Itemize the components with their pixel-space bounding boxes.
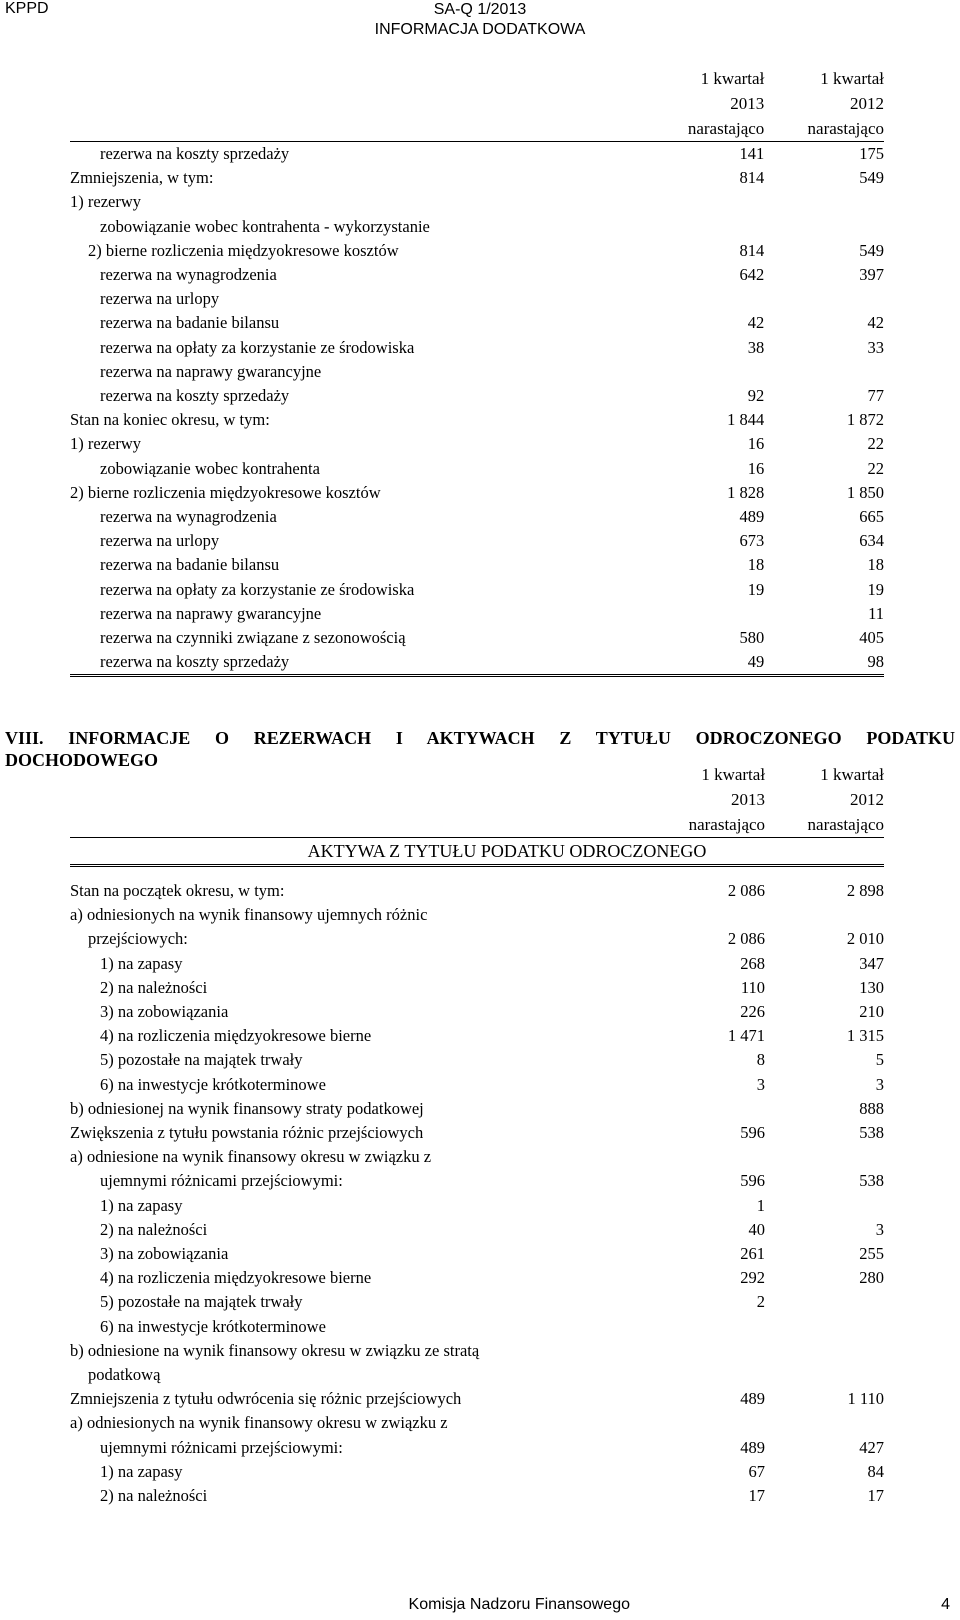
value-2013: 1 828 (727, 482, 765, 502)
value-2013 (659, 1339, 765, 1363)
column-header-line: 1 kwartał (820, 69, 884, 88)
deferred-tax-assets-table (70, 762, 884, 1508)
header-left-label: KPPD (5, 0, 49, 17)
column-header-1 (659, 762, 765, 838)
value-2012: 427 (859, 1437, 884, 1457)
row-label: 2) bierne rozliczenia międzyokresowe kosztów (88, 240, 399, 260)
value-2013 (657, 215, 764, 239)
header-report-code: SA-Q 1/2013 (433, 1, 527, 18)
table-row (70, 1339, 884, 1363)
assets-subheading: AKTYWA Z TYTUŁU PODATKU ODROCZONEGO (70, 838, 884, 866)
value-2013: 2 (756, 1292, 766, 1312)
row-label: 5) pozostałe na majątek trwały (100, 1050, 303, 1070)
value-2012: 538 (859, 1171, 884, 1191)
table-row (70, 215, 884, 239)
value-2012 (764, 360, 884, 384)
row-label: 5) pozostałe na majątek trwały (100, 1292, 303, 1312)
value-2013: 596 (740, 1171, 766, 1191)
subheading-row (70, 838, 884, 866)
value-2012: 18 (867, 555, 884, 575)
value-2012 (765, 1194, 884, 1218)
value-2013 (657, 190, 764, 214)
column-header-line: narastająco (688, 815, 766, 834)
row-label: rezerwa na koszty sprzedaży (100, 386, 290, 406)
column-header-line: 1 kwartał (701, 765, 766, 784)
header-section-name: INFORMACJA DODATKOWA (374, 21, 586, 38)
row-label: rezerwa na badanie bilansu (100, 313, 280, 333)
row-label: Zmniejszenia z tytułu odwrócenia się różnic przejściowych (70, 1389, 462, 1409)
column-header-2 (764, 66, 884, 142)
table-row (70, 1315, 884, 1339)
value-2012: 22 (867, 458, 884, 478)
spacer-cell (70, 866, 884, 880)
header-blank (70, 762, 659, 838)
table-row (70, 1290, 884, 1314)
table-row (70, 1073, 884, 1097)
value-2012: 2 010 (846, 929, 884, 949)
row-label: rezerwa na badanie bilansu (100, 555, 280, 575)
value-2012: 84 (867, 1461, 884, 1481)
row-label: przejściowych: (88, 929, 188, 949)
value-2013: 226 (740, 1002, 766, 1022)
page-footer (0, 1596, 960, 1618)
value-2013: 292 (740, 1268, 766, 1288)
row-label: a) odniesionych na wynik finansowy ujemnych różnic (70, 905, 428, 925)
value-2012 (765, 1363, 884, 1387)
table-row (70, 263, 884, 287)
row-label: 4) na rozliczenia międzyokresowe bierne (100, 1268, 372, 1288)
row-label: zobowiązanie wobec kontrahenta - wykorzystanie (100, 216, 430, 236)
value-2013: 67 (748, 1461, 766, 1481)
value-2013: 8 (756, 1050, 766, 1070)
column-header-2 (765, 762, 884, 838)
row-label: rezerwa na koszty sprzedaży (100, 144, 290, 163)
row-label: 1) rezerwy (70, 192, 141, 212)
value-2013: 110 (740, 977, 766, 997)
value-2012: 19 (867, 579, 884, 599)
row-label: ujemnymi różnicami przejściowymi: (100, 1437, 343, 1457)
value-2013: 18 (747, 555, 765, 575)
value-2012: 1 315 (846, 1026, 884, 1046)
value-2013: 42 (747, 313, 765, 333)
table-row (70, 626, 884, 650)
table-row (70, 976, 884, 1000)
value-2013: 1 844 (727, 410, 765, 430)
table-row (70, 1387, 884, 1411)
row-label: rezerwa na czynniki związane z sezonowością (100, 628, 406, 648)
value-2012 (765, 1339, 884, 1363)
value-2013: 1 471 (727, 1026, 766, 1046)
table-row (70, 1460, 884, 1484)
value-2012: 2 898 (846, 881, 884, 900)
value-2012: 98 (764, 650, 884, 676)
value-2013: 49 (657, 650, 764, 676)
value-2012: 3 (875, 1074, 884, 1094)
column-header-1 (657, 66, 764, 142)
value-2012: 42 (867, 313, 884, 333)
value-2012: 397 (859, 265, 884, 285)
row-label: Stan na początek okresu, w tym: (70, 881, 285, 900)
value-2012 (764, 215, 884, 239)
value-2013: 141 (739, 144, 765, 163)
table-row (70, 1145, 884, 1169)
value-2012: 888 (859, 1098, 884, 1118)
value-2013: 40 (748, 1219, 766, 1239)
row-label: b) odniesione na wynik finansowy okresu w związku ze stratą (70, 1340, 480, 1360)
table-row (70, 432, 884, 456)
value-2012: 405 (859, 628, 884, 648)
value-2012: 17 (867, 1486, 884, 1506)
section-heading: VIII. INFORMACJE O REZERWACH I AKTYWACH Z TYTUŁU ODROCZONEGO PODATKU (5, 728, 955, 748)
value-2012: 33 (867, 337, 884, 357)
value-2012: 538 (859, 1123, 884, 1143)
value-2012: 549 (859, 168, 884, 188)
table-row (70, 927, 884, 951)
table-row (70, 457, 884, 481)
table-row (70, 336, 884, 360)
row-label: a) odniesione na wynik finansowy okresu w związku z (70, 1147, 432, 1167)
value-2013: 16 (747, 458, 765, 478)
table-row (70, 952, 884, 976)
table-row (70, 360, 884, 384)
table-row (70, 1169, 884, 1193)
column-header-line: narastająco (807, 119, 884, 138)
column-header-line: 2012 (850, 790, 884, 809)
table-row (70, 239, 884, 263)
row-label: 2) bierne rozliczenia międzyokresowe kosztów (70, 482, 381, 502)
table-row (70, 190, 884, 214)
header-blank (70, 66, 657, 142)
table-row (70, 1194, 884, 1218)
value-2013: 642 (739, 265, 765, 285)
table-row (70, 1484, 884, 1508)
table-row (70, 553, 884, 577)
value-2013 (659, 1145, 765, 1169)
value-2013: 673 (739, 531, 765, 551)
table-row (70, 879, 884, 903)
value-2013: 489 (739, 507, 765, 527)
value-2013: 580 (739, 628, 765, 648)
value-2013: 3 (756, 1074, 766, 1094)
table-row (70, 1024, 884, 1048)
value-2013 (659, 1315, 765, 1339)
value-2013: 1 (756, 1195, 766, 1215)
value-2012: 5 (875, 1050, 884, 1070)
value-2013 (657, 287, 764, 311)
column-header-line: 1 kwartał (700, 69, 765, 88)
table-row (70, 1097, 884, 1121)
value-2013: 19 (747, 579, 765, 599)
page-header (0, 0, 960, 40)
value-2013: 17 (748, 1486, 766, 1506)
table-row (70, 650, 884, 676)
value-2012: 130 (859, 977, 884, 997)
column-header-line: 2012 (850, 94, 884, 113)
value-2012: 255 (859, 1244, 884, 1264)
value-2013 (659, 1363, 765, 1387)
table-row (70, 311, 884, 335)
page-number: 4 (941, 1596, 950, 1613)
row-label: 6) na inwestycje krótkoterminowe (100, 1316, 326, 1336)
value-2012: 11 (868, 603, 884, 623)
table-row (70, 505, 884, 529)
value-2012: 3 (875, 1219, 884, 1239)
footer-organization: Komisja Nadzoru Finansowego (408, 1596, 630, 1613)
row-label: 1) na zapasy (100, 1461, 183, 1481)
row-label: 2) na należności (100, 977, 208, 997)
row-label: rezerwa na naprawy gwarancyjne (100, 361, 322, 381)
table-row (70, 1048, 884, 1072)
row-label: 1) rezerwy (70, 434, 141, 454)
row-label: rezerwa na opłaty za korzystanie ze środowiska (100, 579, 415, 599)
row-label: zobowiązanie wobec kontrahenta (100, 458, 320, 478)
row-label: rezerwa na wynagrodzenia (100, 265, 277, 285)
value-2013: 2 086 (727, 881, 766, 900)
table-row (70, 1266, 884, 1290)
row-label: 1) na zapasy (100, 953, 183, 973)
row-label: a) odniesionych na wynik finansowy okresu w związku z (70, 1413, 448, 1433)
value-2012 (765, 1411, 884, 1435)
row-label: Zmniejszenia, w tym: (70, 168, 214, 188)
value-2013: 261 (740, 1244, 766, 1264)
spacer-row (70, 866, 884, 880)
value-2012 (764, 287, 884, 311)
table-row (70, 142, 884, 167)
table-row (70, 1218, 884, 1242)
column-header-row (70, 762, 884, 838)
column-header-line: 2013 (731, 790, 766, 809)
row-label: podatkową (88, 1365, 161, 1385)
row-label: rezerwa na urlopy (100, 289, 220, 309)
value-2012: 1 850 (846, 482, 884, 502)
table-row (70, 1121, 884, 1145)
table-row (70, 1411, 884, 1435)
value-2012: 280 (859, 1268, 884, 1288)
value-2013: 489 (740, 1437, 766, 1457)
value-2012: 22 (867, 434, 884, 454)
value-2012 (765, 1290, 884, 1314)
value-2012: 1 872 (846, 410, 884, 430)
reserves-table (70, 66, 884, 677)
row-label: 2) na należności (100, 1486, 208, 1506)
table-row (70, 287, 884, 311)
row-label: Zwiększenia z tytułu powstania różnic przejściowych (70, 1123, 424, 1143)
value-2013 (659, 1097, 765, 1121)
table-row (70, 903, 884, 927)
row-label: rezerwa na urlopy (100, 531, 220, 551)
row-label: 4) na rozliczenia międzyokresowe bierne (100, 1026, 372, 1046)
value-2012: 175 (859, 144, 884, 163)
value-2012: 210 (859, 1002, 884, 1022)
row-label: 1) na zapasy (100, 1195, 183, 1215)
row-label: rezerwa na wynagrodzenia (100, 507, 277, 527)
value-2013: 814 (739, 240, 765, 260)
value-2013: 92 (747, 386, 765, 406)
value-2012: 665 (859, 507, 884, 527)
row-label: b) odniesionej na wynik finansowy straty podatkowej (70, 1098, 424, 1118)
table-row (70, 384, 884, 408)
column-header-line: 2013 (730, 94, 765, 113)
value-2013: 596 (740, 1123, 766, 1143)
value-2013 (657, 360, 764, 384)
value-2013: 16 (747, 434, 765, 454)
row-label: ujemnymi różnicami przejściowymi: (100, 1171, 343, 1191)
table-row (70, 408, 884, 432)
value-2012: 634 (859, 531, 884, 551)
row-label: 6) na inwestycje krótkoterminowe (100, 1074, 326, 1094)
value-2012 (764, 190, 884, 214)
value-2013: 814 (739, 168, 765, 188)
value-2012: 1 110 (847, 1389, 884, 1409)
table-row (70, 1000, 884, 1024)
value-2012 (765, 903, 884, 927)
section-heading-continued: DOCHODOWEGO (5, 750, 159, 770)
value-2012 (765, 1315, 884, 1339)
value-2013: 2 086 (727, 929, 766, 949)
row-label: 2) na należności (100, 1219, 208, 1239)
row-label: 3) na zobowiązania (100, 1244, 229, 1264)
row-label: rezerwa na opłaty za korzystanie ze środowiska (100, 337, 415, 357)
table-row (70, 1363, 884, 1387)
table-row (70, 529, 884, 553)
row-label: 3) na zobowiązania (100, 1002, 229, 1022)
value-2013 (659, 1411, 765, 1435)
table-row (70, 1242, 884, 1266)
header-center (0, 0, 960, 40)
value-2013 (659, 903, 765, 927)
column-header-line: 1 kwartał (820, 765, 884, 784)
value-2012: 549 (859, 240, 884, 260)
value-2013: 38 (747, 337, 765, 357)
value-2012: 347 (859, 953, 884, 973)
table-row (70, 481, 884, 505)
column-header-line: narastająco (687, 119, 765, 138)
table-row (70, 602, 884, 626)
table-row (70, 166, 884, 190)
row-label: rezerwa na koszty sprzedaży (70, 650, 657, 676)
value-2013 (657, 602, 764, 626)
row-label: rezerwa na naprawy gwarancyjne (100, 603, 322, 623)
value-2013: 268 (740, 953, 766, 973)
value-2012 (765, 1145, 884, 1169)
column-header-line: narastająco (807, 815, 884, 834)
value-2013: 489 (740, 1389, 766, 1409)
value-2012: 77 (867, 386, 884, 406)
column-header-row (70, 66, 884, 142)
row-label: Stan na koniec okresu, w tym: (70, 410, 270, 430)
table-row (70, 578, 884, 602)
table-row (70, 1436, 884, 1460)
